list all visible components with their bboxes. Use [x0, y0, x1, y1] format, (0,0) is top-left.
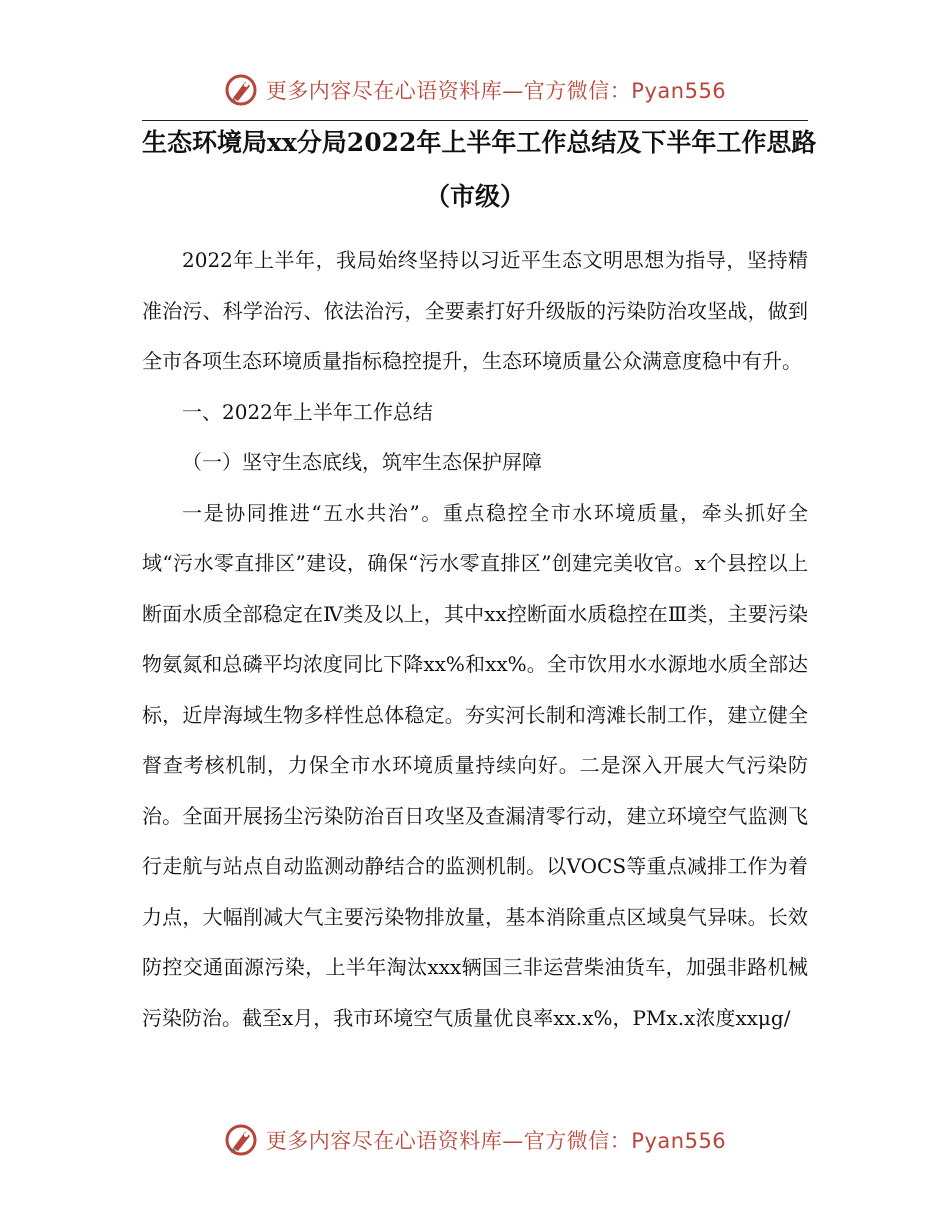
pen-nib-logo-icon: [224, 1123, 258, 1157]
watermark-text: 更多内容尽在心语资料库—官方微信：Pyan556: [265, 79, 727, 103]
watermark-text: 更多内容尽在心语资料库—官方微信：Pyan556: [265, 1129, 727, 1153]
section-heading: 一、2022年上半年工作总结: [182, 399, 433, 424]
body-paragraph: 一是协同推进“五水共治”。重点稳控全市水环境质量，牵头抓好全域“污水零直排区”建设，确保“污水零直排区”创建完美收官。x个县控以上断面水质全部稳定在Ⅳ类及以上，其中xx控断面水质稳控在Ⅲ类，主要污染物氨氮和总磷平均浓度同比下降xx%和xx%。全市饮用水水源地水质全部达标，近岸海域生物多样性总体稳定。夯实河长制和湾滩长制工作，建立健全督查考核机制，力保全市水环境质量持续向好。二是深入开展大气污染防治。全面开展扬尘污染防治百日攻坚及查漏清零行动，建立环境空气监测飞行走航与站点自动监测动静结合的监测机制。以VOCS等重点减排工作为着力点，大幅削减大气主要污染物排放量，基本消除重点区域臭气异味。长效防控交通面源污染，上半年淘汰xxx辆国三非运营柴油货车，加强非路机械污染防治。截至x月，我市环境空气质量优良率xx.x%，PMx.x浓度xxμg/: [142, 500, 808, 1030]
pen-nib-logo-icon: [224, 73, 258, 107]
subsection-heading: （一）坚守生态底线，筑牢生态保护屏障: [182, 450, 542, 474]
document-title: 生态环境局xx分局2022年上半年工作总结及下半年工作思路: [142, 128, 817, 157]
header-watermark: [0, 70, 950, 110]
header-rule: [142, 120, 808, 121]
footer-watermark: [0, 1120, 950, 1160]
document-subtitle: （市级）: [424, 182, 525, 211]
intro-paragraph: 2022年上半年，我局始终坚持以习近平生态文明思想为指导，坚持精准治污、科学治污、依法治污，全要素打好升级版的污染防治攻坚战，做到全市各项生态环境质量指标稳控提升，生态环境质量公众满意度稳中有升。: [142, 248, 808, 373]
document-body: [142, 235, 808, 1043]
